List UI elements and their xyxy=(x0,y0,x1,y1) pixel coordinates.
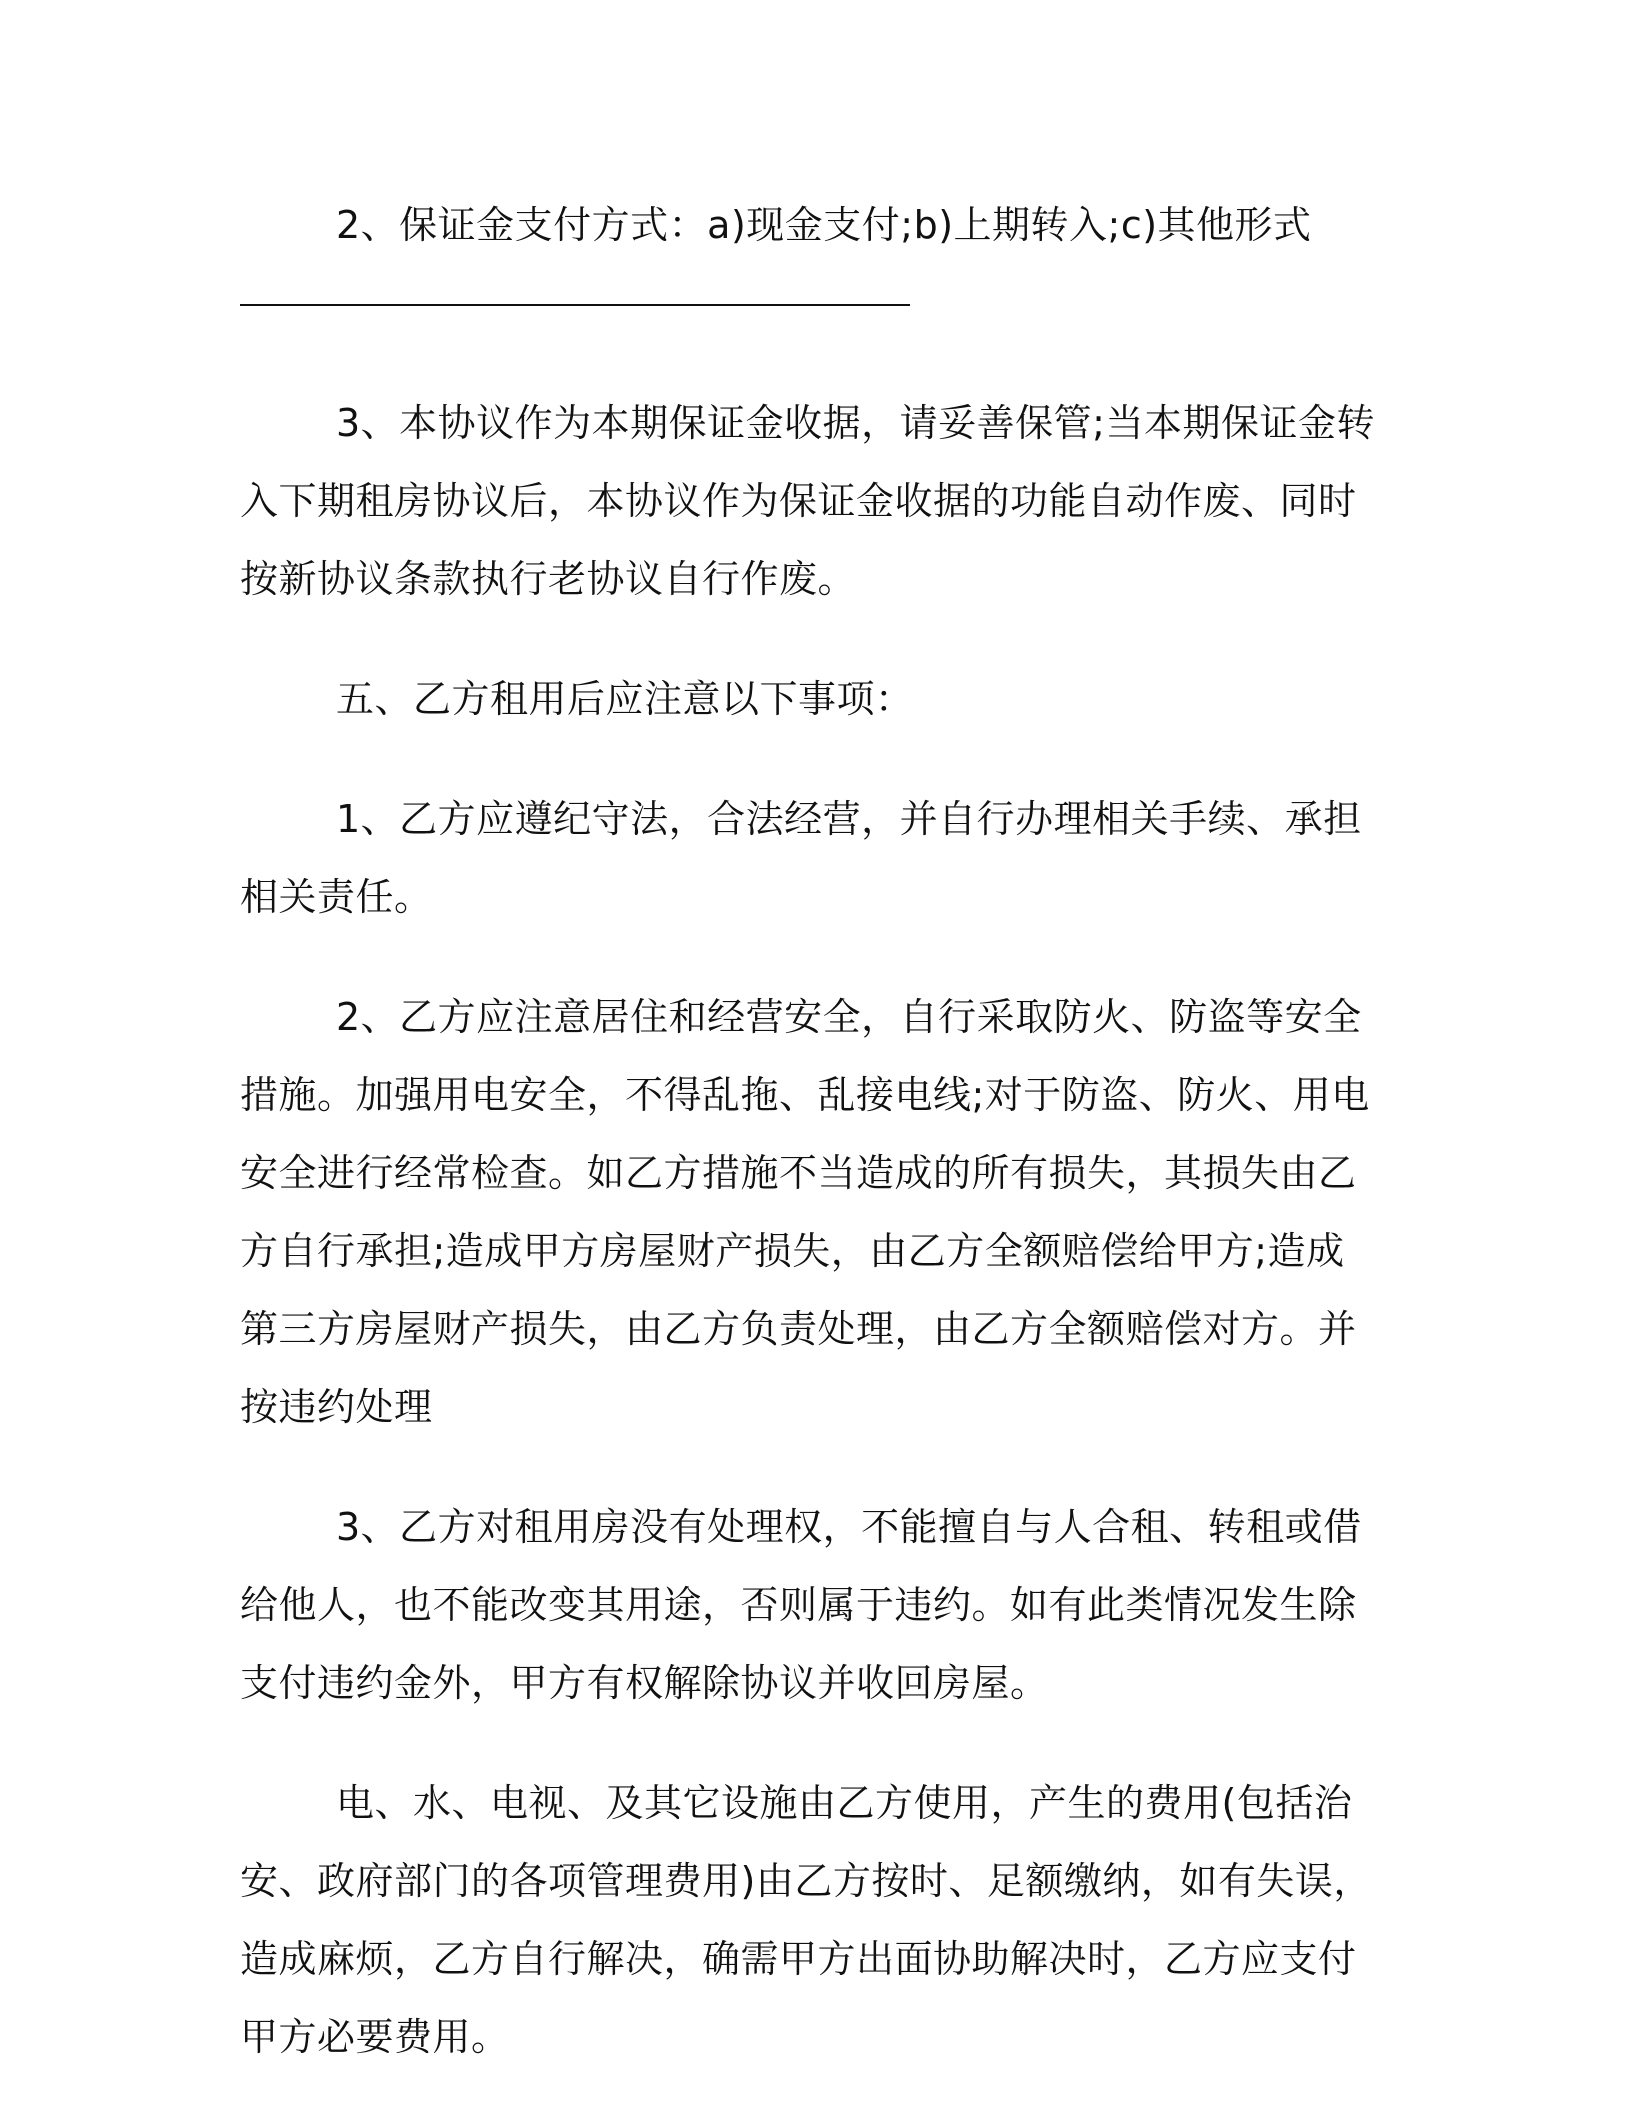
document-body xyxy=(240,186,1380,2076)
paragraph-utilities-fees: 电、水、电视、及其它设施由乙方使用，产生的费用(包括治安、政府部门的各项管理费用)由乙方按时、足额缴纳，如有失误，造成麻烦，乙方自行解决，确需甲方出面协助解决时，乙方应支付甲方必要费用。 xyxy=(240,1781,1372,2059)
blank-fill-line xyxy=(240,264,1380,342)
paragraph-clause-2: 2、乙方应注意居住和经营安全，自行采取防火、防盗等安全措施。加强用电安全，不得乱拖、乱接电线;对于防盗、防火、用电安全进行经常检查。如乙方措施不当造成的所有损失，其损失由乙方自行承担;造成甲方房屋财产损失，由乙方全额赔偿给甲方;造成第三方房屋财产损失，由乙方负责处理，由乙方全额赔偿对方。并按违约处理 xyxy=(240,995,1370,1429)
paragraph-deposit-payment-method: 2、保证金支付方式：a)现金支付;b)上期转入;c)其他形式 xyxy=(336,203,1312,247)
paragraph-clause-3: 3、乙方对租用房没有处理权，不能擅自与人合租、转租或借给他人，也不能改变其用途，否则属于违约。如有此类情况发生除支付违约金外，甲方有权解除协议并收回房屋。 xyxy=(240,1505,1362,1705)
paragraph-clause-1: 1、乙方应遵纪守法，合法经营，并自行办理相关手续、承担相关责任。 xyxy=(240,797,1362,919)
underline-divider xyxy=(240,304,910,306)
paragraph-deposit-receipt: 3、本协议作为本期保证金收据，请妥善保管;当本期保证金转入下期租房协议后，本协议作为保证金收据的功能自动作废、同时按新协议条款执行老协议自行作废。 xyxy=(240,401,1375,601)
section-heading-five: 五、乙方租用后应注意以下事项： xyxy=(336,677,914,721)
